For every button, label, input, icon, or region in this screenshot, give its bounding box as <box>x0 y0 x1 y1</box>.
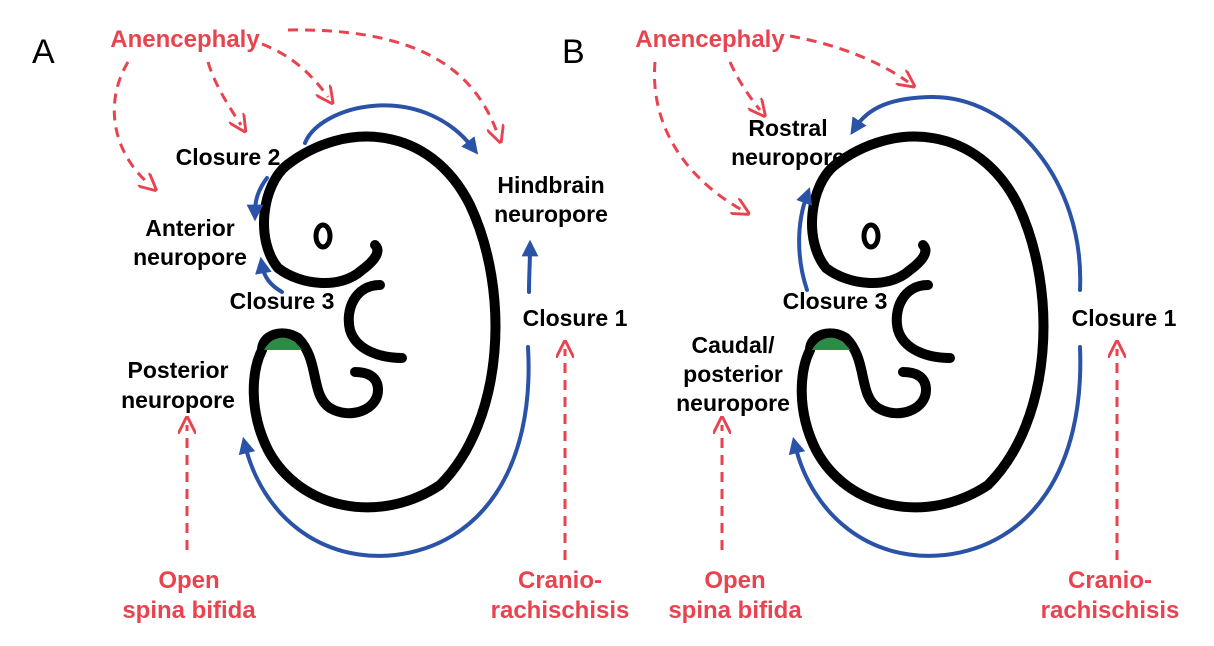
panel-b-closure-3-label: Closure 3 <box>782 288 888 314</box>
panel-b-craniorachischisis-line1: Cranio- <box>1068 567 1152 594</box>
panel-a-spina-bifida-line2: spina bifida <box>122 597 256 624</box>
panel-a-anencephaly-arrow-anterior <box>208 62 241 125</box>
panel-a-posterior-neuropore-line1: Posterior <box>127 357 229 383</box>
panel-b-craniorachischisis-line2: rachischisis <box>1040 597 1180 624</box>
panel-b-embryo-pharyngeal-arch <box>897 285 950 358</box>
panel-b-rostral-neuropore-line1: Rostral <box>748 115 828 141</box>
panel-a-anterior-neuropore-line2: neuropore <box>133 244 247 270</box>
panel-a-closure-2-label: Closure 2 <box>175 144 281 170</box>
panel-b-spina-bifida-line2: spina bifida <box>668 597 802 624</box>
panel-a-embryo-eye <box>316 225 330 247</box>
panel-b-embryo-outer-body <box>802 137 1044 508</box>
panel-b-caudal-neuropore-line2: posterior <box>683 361 783 387</box>
panel-b-spina-bifida-line1: Open <box>704 567 766 594</box>
panel-a-letter: A <box>32 33 55 71</box>
panel-a <box>32 26 629 624</box>
panel-b-letter: B <box>562 33 585 71</box>
panel-b-caudal-neuropore-line3: neuropore <box>676 390 790 416</box>
panel-a-closure-1-label: Closure 1 <box>522 305 628 331</box>
panel-a-closure-1-up-arrow <box>529 248 530 292</box>
panel-b-closure-3-up-arrow <box>799 195 807 290</box>
panel-a-anencephaly-arrow-hindbrain <box>288 30 498 135</box>
panel-b-embryo <box>802 137 1044 508</box>
panel-a-craniorachischisis-line1: Cranio- <box>518 567 602 594</box>
panel-a-craniorachischisis-line2: rachischisis <box>490 597 630 624</box>
panel-a-hindbrain-neuropore-line1: Hindbrain <box>497 172 605 198</box>
panel-b-anencephaly-label: Anencephaly <box>635 26 785 53</box>
panel-b-caudal-neuropore-line1: Caudal/ <box>691 332 775 358</box>
panel-a-embryo <box>254 137 496 508</box>
panel-a-embryo-outer-body <box>254 137 496 508</box>
panel-a-spina-bifida-line1: Open <box>158 567 220 594</box>
panel-b-closure-1-rostral-arc-arrow <box>855 97 1080 290</box>
panel-b-anencephaly-arrow-left <box>654 62 742 210</box>
panel-b-anencephaly-arrow-right <box>790 36 908 82</box>
panel-a-anterior-neuropore-line1: Anterior <box>145 215 235 241</box>
panel-a-anencephaly-label: Anencephaly <box>110 26 260 53</box>
panel-a-anencephaly-arrow-head <box>262 44 328 97</box>
panel-b-embryo-eye <box>864 225 878 247</box>
panel-a-posterior-neuropore-line2: neuropore <box>121 387 235 413</box>
panel-a-embryo-pharyngeal-arch <box>349 285 402 358</box>
panel-b-closure-1-label: Closure 1 <box>1071 305 1177 331</box>
panel-a-closure-3-label: Closure 3 <box>229 288 335 314</box>
panel-b-rostral-neuropore-line2: neuropore <box>731 144 845 170</box>
panel-b <box>562 26 1179 624</box>
panel-b-anencephaly-arrow-mid <box>730 62 760 110</box>
panel-a-hindbrain-neuropore-line2: neuropore <box>494 201 608 227</box>
panel-a-anencephaly-arrow-closure2 <box>114 62 150 185</box>
